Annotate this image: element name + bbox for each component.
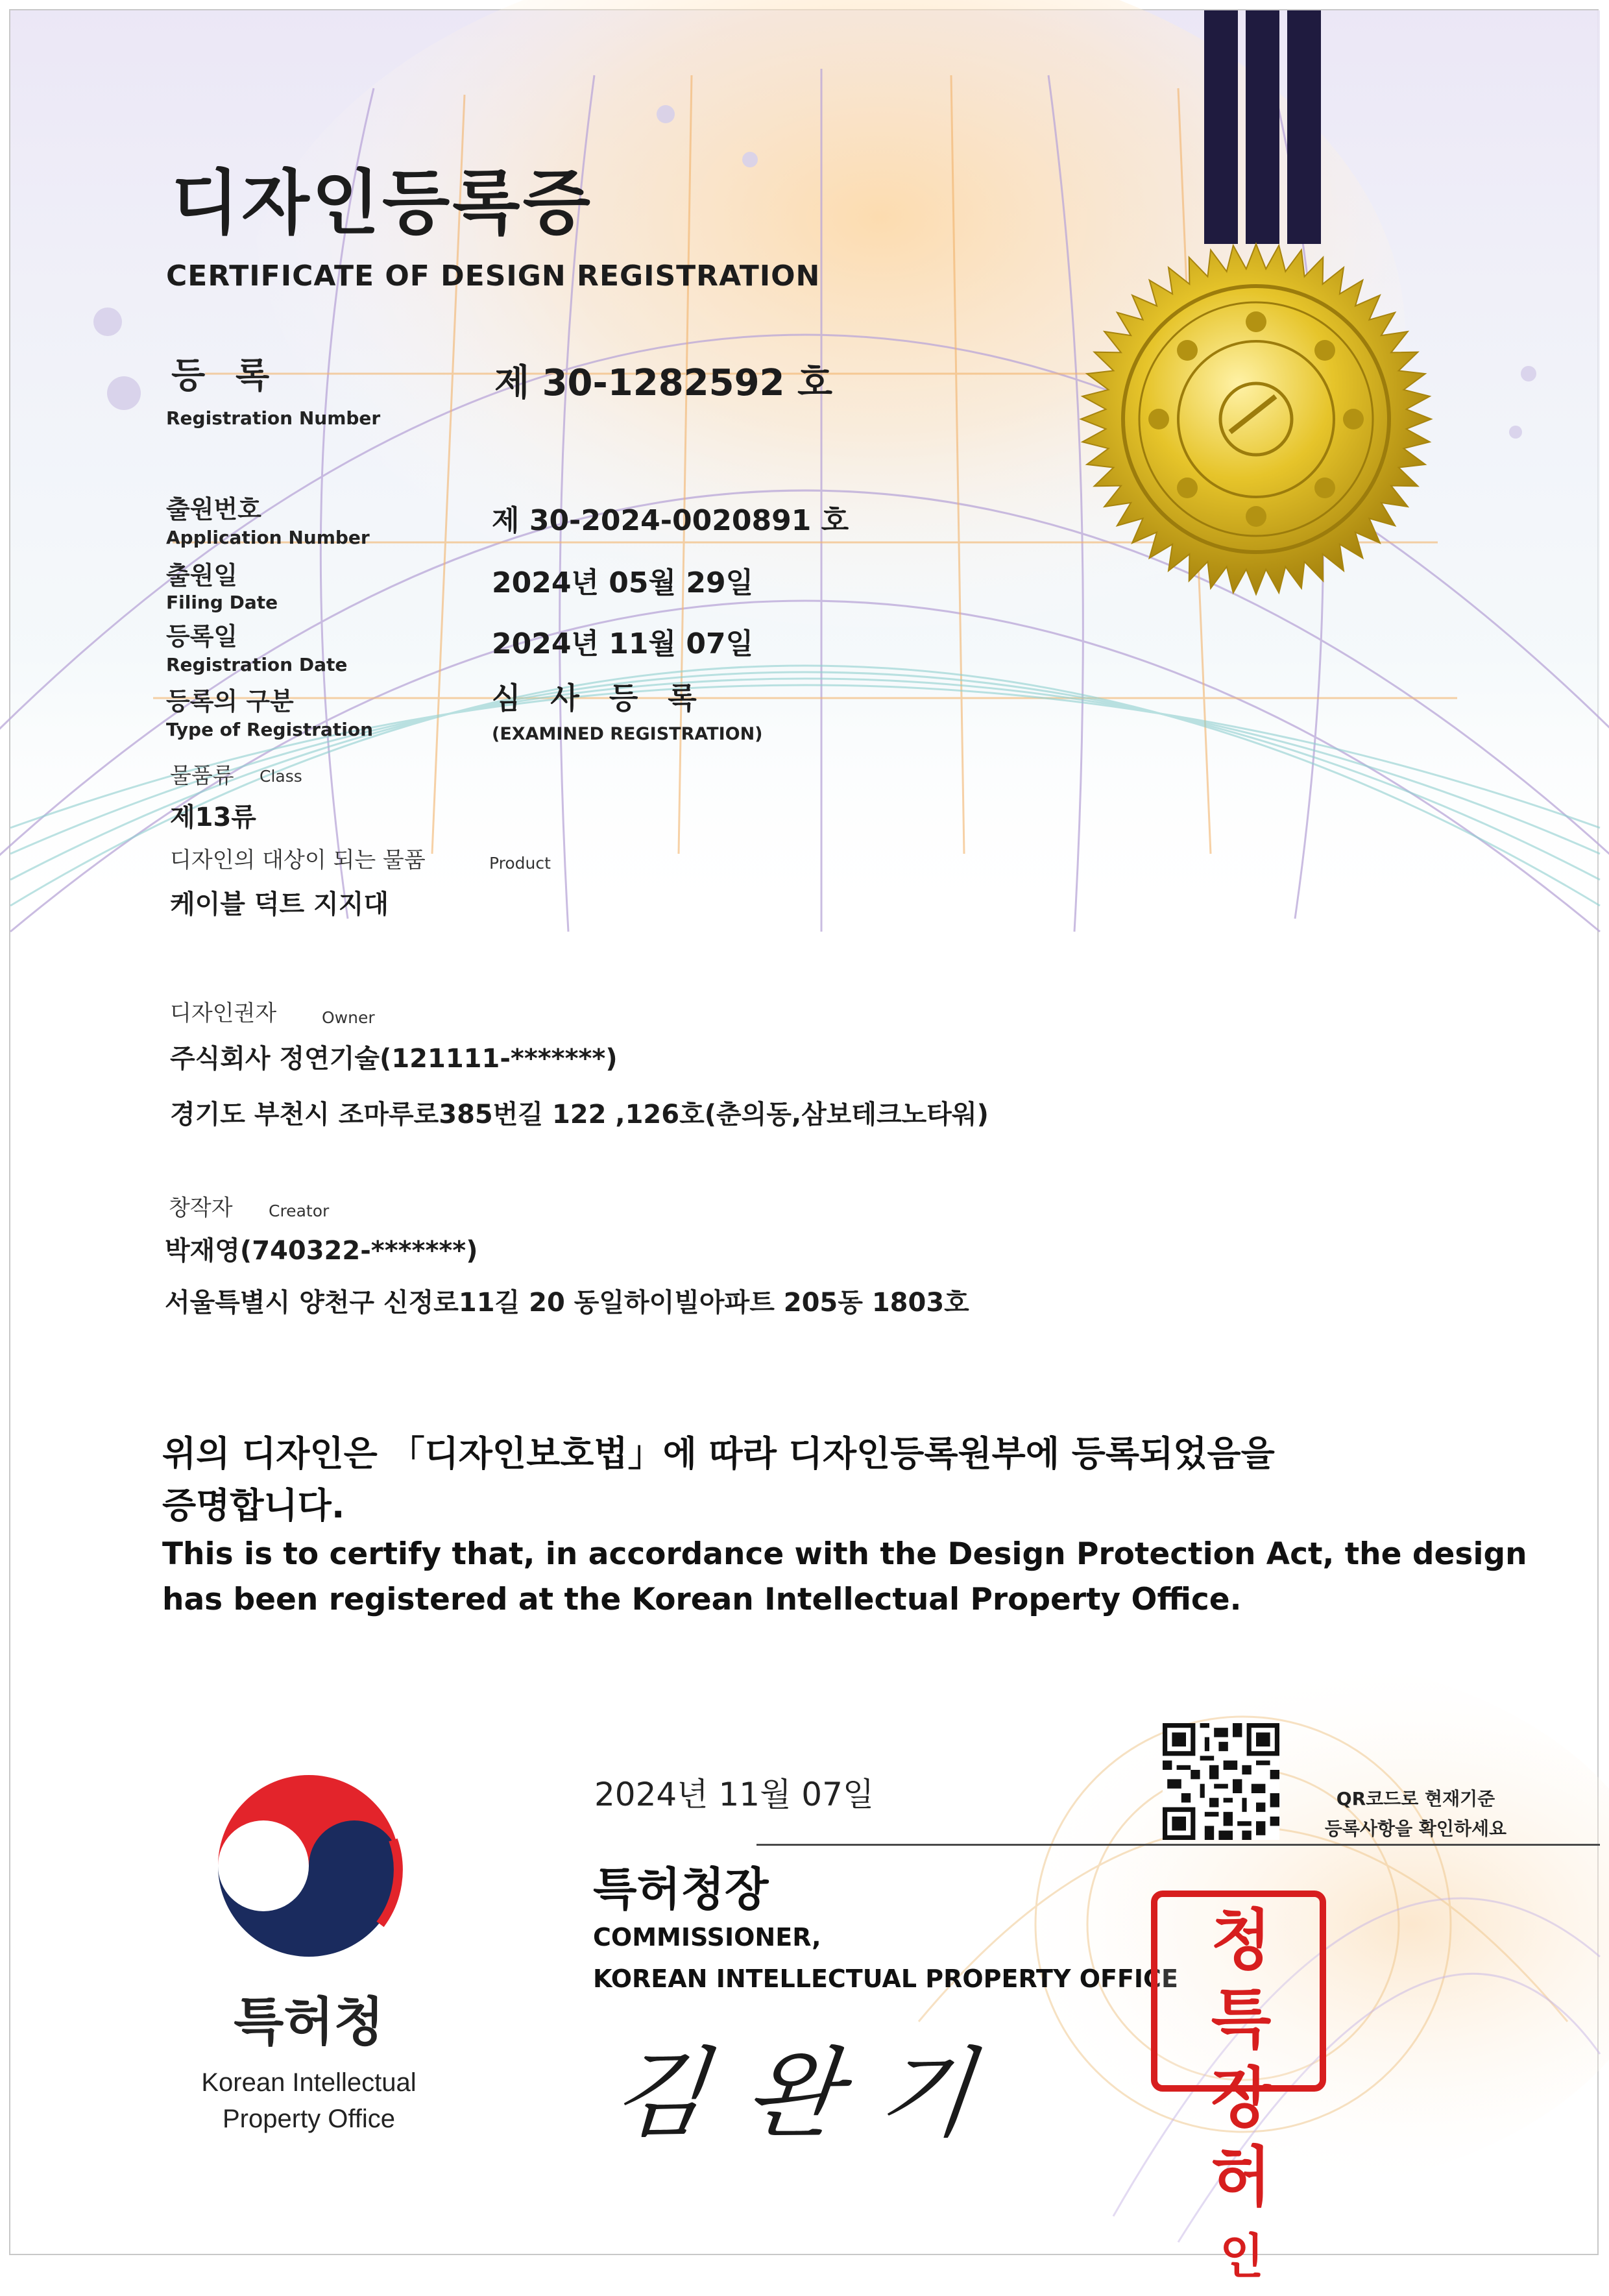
certification-text-en-line2: has been registered at the Korean Intellectual Property Office.: [162, 1582, 1242, 1617]
official-seal-stamp: 청 특 장 허 인: [1151, 1891, 1326, 2092]
commissioner-title-ko: 특허청장: [593, 1863, 769, 1916]
registration-label-en: Registration Number: [166, 407, 381, 429]
divider-line: [756, 1844, 1600, 1846]
commissioner-title-en-line1: COMMISSIONER,: [593, 1923, 821, 1952]
creator-name: 박재영(740322-*******): [165, 1236, 478, 1266]
qr-note: [1299, 1784, 1532, 1844]
class-label-en: Class: [260, 767, 302, 786]
registration-number: 제 30-1282592 호: [494, 362, 833, 404]
class-value: 제13류: [170, 803, 256, 832]
field-label-application-number-en: Application Number: [166, 527, 370, 548]
field-label-registration-type: 등록의 구분: [166, 687, 294, 716]
application-number: 제 30-2024-0020891 호: [492, 504, 849, 537]
gold-seal-icon: [1061, 224, 1451, 614]
certification-text-ko-line1: 위의 디자인은 「디자인보호법」에 따라 디자인등록원부에 등록되었음을: [162, 1433, 1275, 1474]
owner-address: 경기도 부천시 조마루로385번길 122 ,126호(춘의동,삼보테크노타워): [170, 1100, 989, 1130]
field-label-filing-date-en: Filing Date: [166, 592, 278, 613]
issue-date: 2024년 11월 07일: [594, 1776, 875, 1813]
product-label: 디자인의 대상이 되는 물품: [170, 847, 426, 873]
owner-label: 디자인권자: [170, 1000, 277, 1026]
certification-text-ko-line2: 증명합니다.: [162, 1485, 345, 1526]
creator-label: 창작자: [169, 1195, 233, 1221]
office-name-ko: 특허청: [234, 1992, 384, 2052]
ribbon: [1204, 10, 1321, 244]
product-value: 케이블 덕트 지지대: [170, 889, 389, 919]
office-name-en-line1: Korean Intellectual: [201, 2068, 417, 2097]
title-english: CERTIFICATE OF DESIGN REGISTRATION: [166, 260, 821, 293]
owner-name: 주식회사 정연기술(121111-*******): [170, 1044, 618, 1074]
title-korean: 디자인등록증: [171, 163, 593, 244]
qr-code-icon: [1163, 1723, 1279, 1840]
owner-label-en: Owner: [322, 1008, 375, 1027]
class-label: 물품류: [170, 763, 234, 789]
field-label-filing-date: 출원일: [166, 561, 238, 590]
product-label-en: Product: [489, 854, 551, 873]
creator-address: 서울특별시 양천구 신정로11길 20 동일하이빌아파트 205동 1803호: [165, 1288, 969, 1318]
commissioner-title-en-line2: KOREAN INTELLECTUAL PROPERTY OFFICE: [593, 1964, 1178, 1993]
certification-text-en-line1: This is to certify that, in accordance with the Design Protection Act, the design: [162, 1536, 1527, 1572]
registration-type-note: (EXAMINED REGISTRATION): [492, 724, 763, 744]
qr-note-line1: QR코드로 현재기준: [1336, 1788, 1495, 1809]
office-name-en-line2: Property Office: [222, 2105, 396, 2133]
kipo-logo-icon: [212, 1769, 406, 1963]
field-label-application-number: 출원번호: [166, 495, 261, 524]
field-label-registration-date: 등록일: [166, 622, 238, 651]
filing-date: 2024년 05월 29일: [492, 566, 754, 599]
certificate-page: [9, 9, 1599, 2284]
creator-label-en: Creator: [269, 1202, 330, 1220]
office-name-en: [147, 2064, 471, 2137]
registration-date: 2024년 11월 07일: [492, 627, 754, 660]
qr-note-line2: 등록사항을 확인하세요: [1324, 1818, 1507, 1839]
signature: 김완기: [607, 2038, 1018, 2151]
field-label-registration-type-en: Type of Registration: [166, 719, 374, 740]
registration-type: 심사등록: [492, 681, 727, 716]
registration-label: 등 록: [171, 355, 279, 396]
field-label-registration-date-en: Registration Date: [166, 654, 348, 675]
